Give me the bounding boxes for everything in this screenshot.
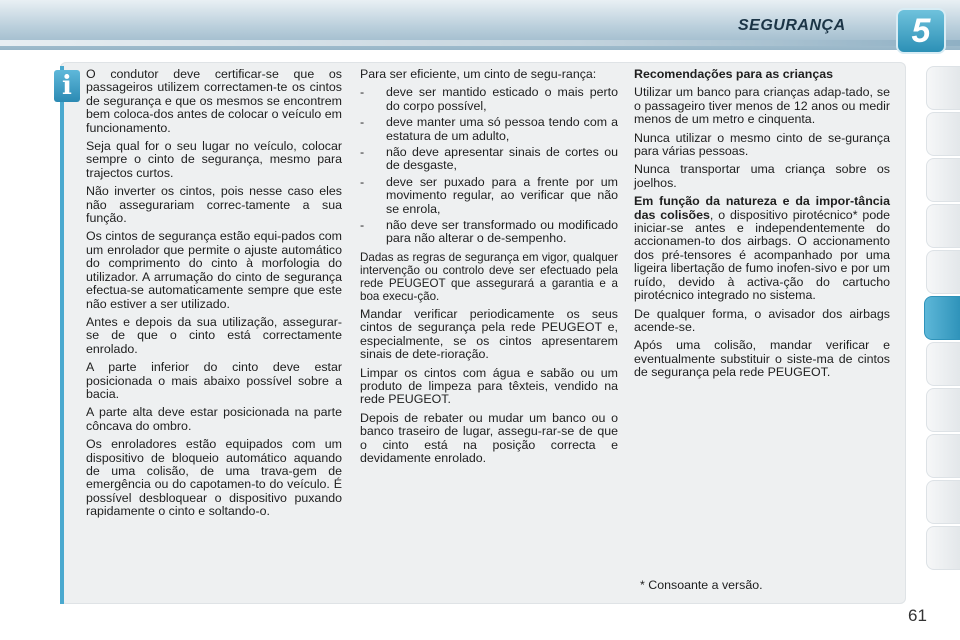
- paragraph: Nunca transportar uma criança sobre os joelhos.: [634, 162, 890, 190]
- paragraph: Os cintos de segurança estão equi-pados com um enrolador que permite o ajuste automático do comprimento do cinto à morfologia do utilizador. A arrumação do cinto de segurança efectua-se automaticamente sempre que este não estiver a ser utilizado.: [86, 229, 342, 311]
- panel-accent-rule: [60, 66, 64, 604]
- note-paragraph: Dadas as regras de segurança em vigor, qualquer intervenção ou controlo deve ser efectuado pela rede PEUGEOT que assegurará a garantia e a boa execu-ção.: [360, 250, 618, 303]
- list-item: [360, 116, 618, 143]
- list-intro: Para ser eficiente, um cinto de segu-rança:: [360, 67, 597, 81]
- bold-lead: Em função da natureza e da impor-tância das colisões: [634, 194, 890, 222]
- side-tab[interactable]: [926, 250, 960, 294]
- list-item-text: deve ser puxado para a frente por um movimento regular, ao verificar que não se enrola,: [386, 174, 618, 216]
- paragraph: Utilizar um banco para crianças adap-tado, se o passageiro tiver menos de 12 anos ou medir menos de um metro e cinquenta.: [634, 85, 890, 127]
- side-tab[interactable]: [926, 526, 960, 570]
- header-stripe: [0, 40, 960, 46]
- page-number: 61: [908, 606, 927, 625]
- paragraph-rest: , o dispositivo pirotécnico* pode iniciar-se antes e independentemente do accionamen-to dos airbags. O accionamento dos pré-tensores é acompanhado por uma ligeira libertação de fumo inofen-sivo e por um ruído, devido à activa-ção do cartucho pirotécnico integrado no sistema.: [634, 207, 890, 303]
- paragraph: De qualquer forma, o avisador dos airbags acende-se.: [634, 306, 890, 334]
- bullet-marker: -: [360, 145, 365, 160]
- paragraph: A parte alta deve estar posicionada na parte côncava do ombro.: [86, 405, 342, 433]
- paragraph: Os enroladores estão equipados com um dispositivo de bloqueio automático aquando de uma colisão, de uma trava-gem de emergência ou do capotamen-to do veículo. É possível desbloquear o dispositivo puxando rapidamente o cinto e soltando-o.: [86, 437, 342, 519]
- bullet-marker: -: [360, 218, 365, 233]
- footnote: * Consoante a versão.: [640, 578, 763, 592]
- list-item: [360, 219, 618, 246]
- column-2: [360, 68, 618, 470]
- side-tab[interactable]: [926, 158, 960, 202]
- side-tab[interactable]: [926, 112, 960, 156]
- info-icon: i: [54, 70, 80, 102]
- list-item-text: não deve ser transformado ou modificado para não alterar o de-sempenho.: [386, 218, 618, 246]
- paragraph: Limpar os cintos com água e sabão ou um produto de limpeza para têxteis, vendido na rede PEUGEOT.: [360, 365, 618, 407]
- list-item-text: deve manter uma só pessoa tendo com a estatura de um adulto,: [386, 115, 618, 143]
- paragraph: Seja qual for o seu lugar no veículo, colocar sempre o cinto de segurança, mesmo para trajectos curtos.: [86, 139, 342, 180]
- list-item: [360, 86, 618, 113]
- side-tab[interactable]: [926, 342, 960, 386]
- paragraph: O condutor deve certificar-se que os passageiros utilizem correctamen-te os cintos de segurança e que os mesmos se encontrem bem coloca-dos antes de colocar o veículo em funcionamento.: [86, 67, 342, 135]
- paragraph: Depois de rebater ou mudar um banco ou o banco traseiro de lugar, assegu-rar-se de que o cinto está na posição correcta e devidamente enrolado.: [360, 410, 618, 465]
- bullet-marker: -: [360, 115, 365, 130]
- bullet-marker: -: [360, 85, 365, 100]
- paragraph: Mandar verificar periodicamente os seus cintos de segurança pela rede PEUGEOT e, especialmente, se os cintos apresentarem sinais de dete-rioração.: [360, 306, 618, 362]
- paragraph: Antes e depois da sua utilização, assegurar-se de que o cinto está correctamente enrolado.: [86, 314, 342, 356]
- chapter-number: 5: [896, 8, 946, 54]
- section-title: SEGURANÇA: [738, 17, 846, 34]
- pyrotechnic-paragraph: [634, 195, 890, 302]
- column-1: [86, 68, 342, 524]
- list-item-text: não deve apresentar sinais de cortes ou de desgaste,: [386, 145, 618, 173]
- side-tab[interactable]: [926, 66, 960, 110]
- paragraph: A parte inferior do cinto deve estar posicionada o mais abaixo possível sobre a bacia.: [86, 360, 342, 401]
- side-tab-active[interactable]: [924, 296, 960, 340]
- list-item-text: deve ser mantido esticado o mais perto do corpo possível,: [386, 85, 618, 113]
- children-heading: Recomendações para as crianças: [634, 67, 834, 81]
- side-tab[interactable]: [926, 388, 960, 432]
- list-item: [360, 146, 618, 173]
- paragraph: Após uma colisão, mandar verificar e eventualmente substituir o siste-ma de cintos de segurança pela rede PEUGEOT.: [634, 338, 890, 380]
- paragraph: Nunca utilizar o mesmo cinto de se-gurança para várias pessoas.: [634, 130, 890, 159]
- column-3: [634, 68, 890, 385]
- side-tab[interactable]: [926, 204, 960, 248]
- side-tab[interactable]: [926, 434, 960, 478]
- bullet-marker: -: [360, 174, 365, 189]
- paragraph: Não inverter os cintos, pois nesse caso eles não assegurariam correc-tamente a sua função.: [86, 184, 342, 226]
- side-tab[interactable]: [926, 480, 960, 524]
- list-item: [360, 176, 618, 216]
